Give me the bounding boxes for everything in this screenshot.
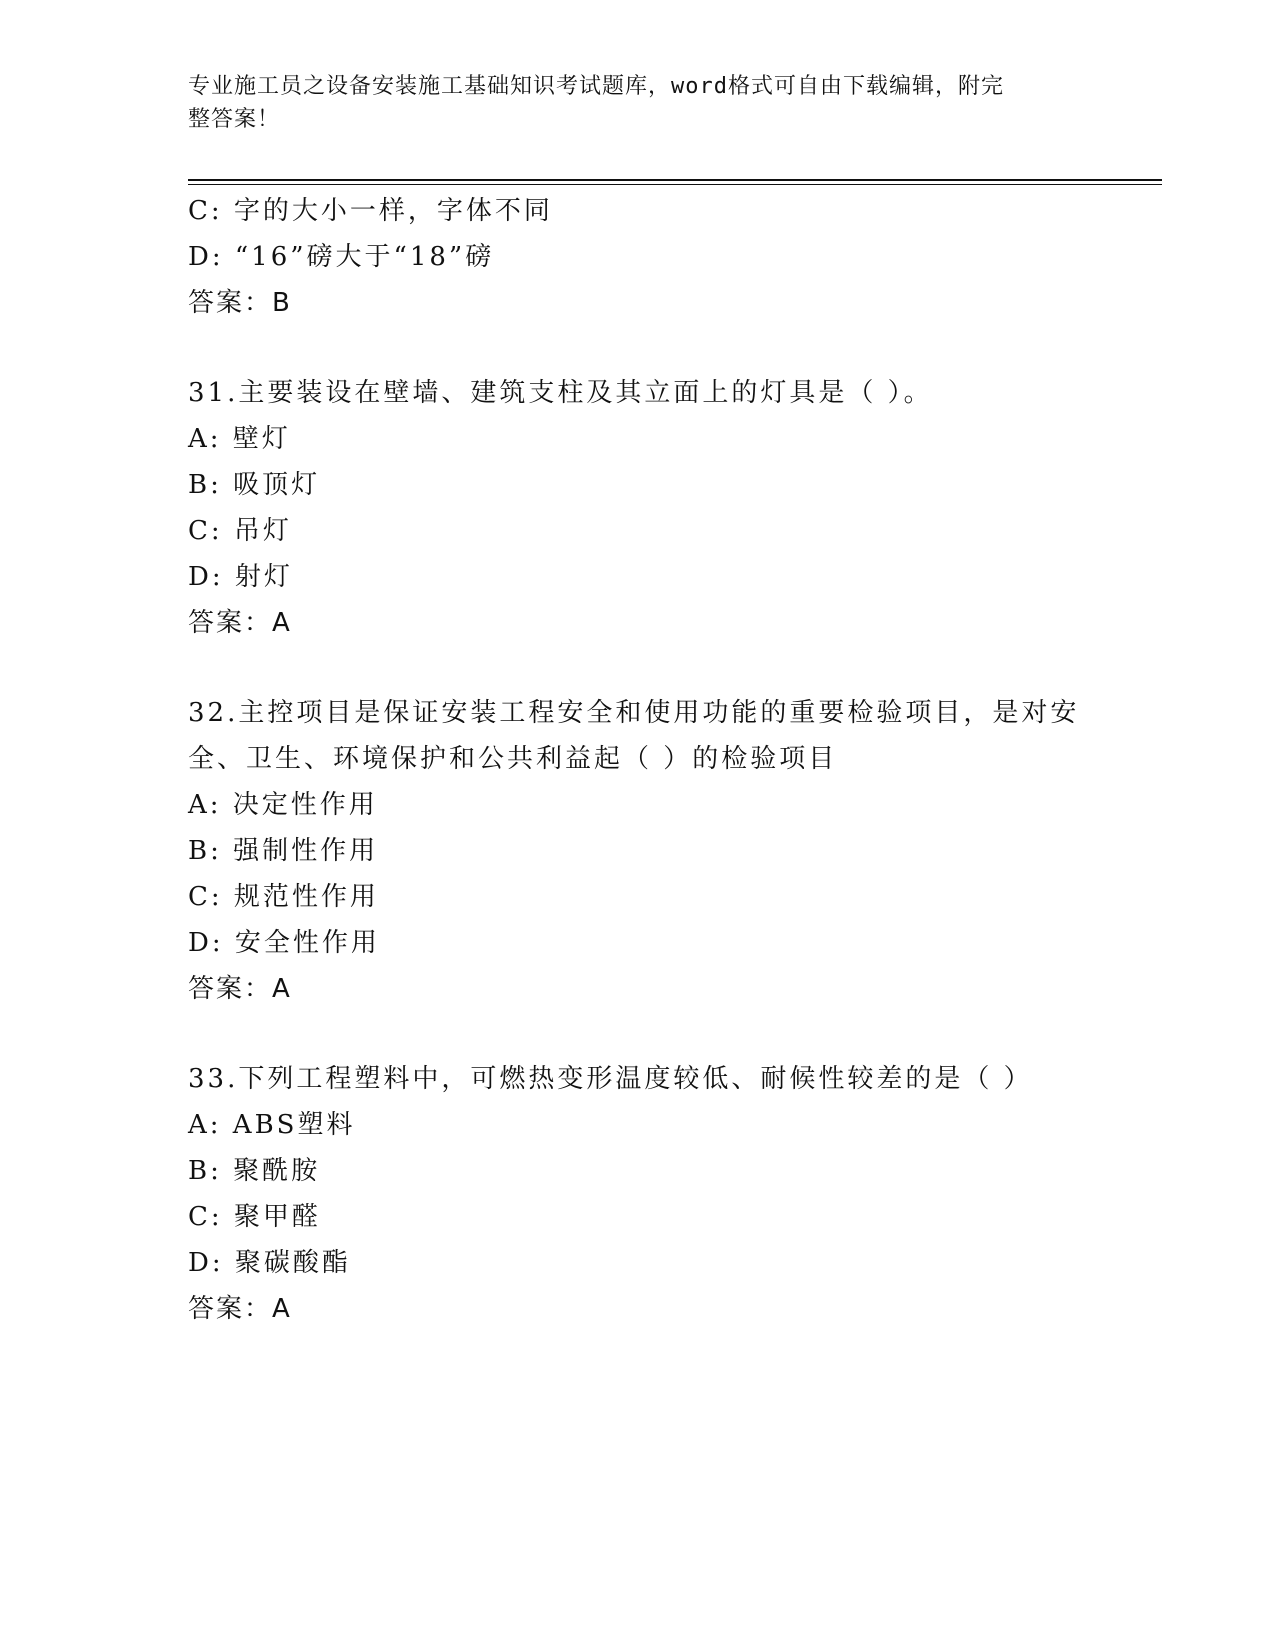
answer-line: 答案：A <box>188 608 292 638</box>
page-header <box>188 70 1068 136</box>
option-b: B: 吸顶灯 <box>188 470 321 500</box>
option-d: D: 安全性作用 <box>188 928 380 958</box>
answer-line: 答案：A <box>188 1294 292 1324</box>
spacer <box>188 326 1088 370</box>
answer-line: 答案：B <box>188 288 292 318</box>
question-list <box>188 188 1088 1332</box>
option-a: A: 壁灯 <box>188 424 291 454</box>
question-32 <box>188 690 1088 1012</box>
option-c: C: 字的大小一样，字体不同 <box>188 196 553 226</box>
option-a: A: ABS塑料 <box>188 1110 356 1140</box>
option-c: C: 吊灯 <box>188 516 292 546</box>
question-stem-line-1: 32.主控项目是保证安装工程安全和使用功能的重要检验项目，是对安 <box>188 698 1080 728</box>
option-a: A: 决定性作用 <box>188 790 378 820</box>
question-stem: 33.下列工程塑料中，可燃热变形温度较低、耐候性较差的是（ ） <box>188 1064 1033 1094</box>
option-c: C: 规范性作用 <box>188 882 379 912</box>
spacer <box>188 646 1088 690</box>
question-33 <box>188 1056 1088 1332</box>
question-30-continued <box>188 188 1088 326</box>
question-stem: 31.主要装设在壁墙、建筑支柱及其立面上的灯具是（ ）。 <box>188 378 933 408</box>
question-31 <box>188 370 1088 646</box>
option-d: D: 聚碳酸酯 <box>188 1248 351 1278</box>
header-divider-thin <box>188 184 1162 185</box>
option-b: B: 聚酰胺 <box>188 1156 321 1186</box>
header-divider-thick <box>188 179 1162 181</box>
option-d: D: “16”磅大于“18”磅 <box>188 242 495 272</box>
question-stem-line-2: 全、卫生、环境保护和公共利益起（ ）的检验项目 <box>188 744 838 774</box>
option-c: C: 聚甲醛 <box>188 1202 321 1232</box>
option-d: D: 射灯 <box>188 562 293 592</box>
answer-line: 答案：A <box>188 974 292 1004</box>
header-line-1: 专业施工员之设备安装施工基础知识考试题库，word格式可自由下载编辑，附完 <box>188 74 1004 99</box>
header-line-2: 整答案！ <box>188 107 281 132</box>
option-b: B: 强制性作用 <box>188 836 379 866</box>
spacer <box>188 1012 1088 1056</box>
